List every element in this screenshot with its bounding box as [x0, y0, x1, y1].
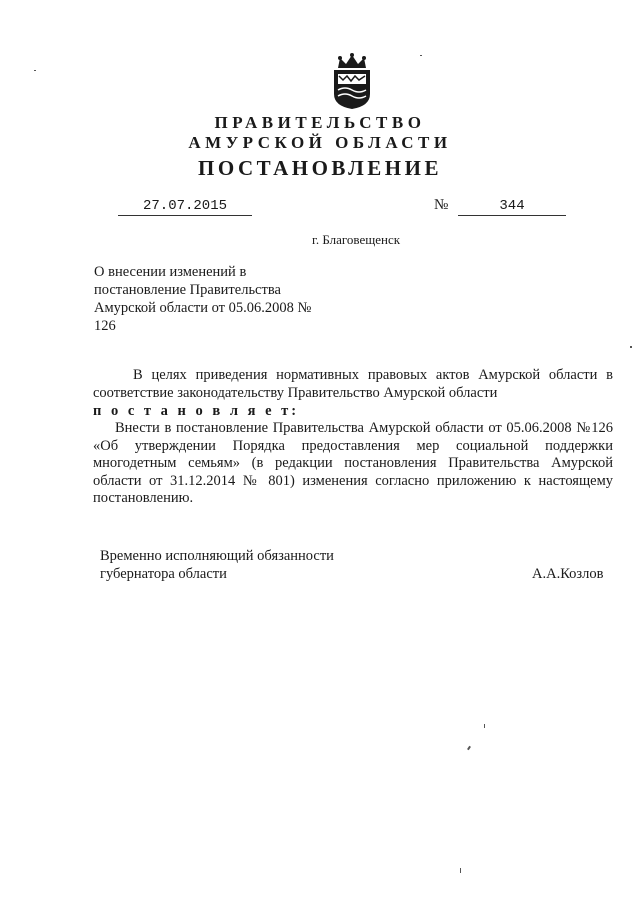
number-sign: № [434, 197, 449, 213]
resolves-word: п о с т а н о в л я е т: [93, 403, 300, 419]
body-paragraph-1: В целях приведения нормативных правовых актов Амурской области в соответствие законодательству Правительство Амурской области [93, 367, 613, 401]
scan-speck [484, 724, 485, 728]
coat-of-arms-icon [330, 52, 374, 110]
signatory-title: Временно исполняющий обязанности губернатора области [100, 548, 334, 582]
scan-speck [460, 868, 461, 873]
government-name-line1: ПРАВИТЕЛЬСТВО [214, 113, 426, 132]
scan-speck [630, 346, 632, 348]
body-paragraph-2: Внести в постановление Правительства Амурской области от 05.06.2008 №126 «Об утверждении Порядка предоставления мер социальной поддержки многодетным семьям» (в редакции постановления Правительства Амурской области от 31.12.2014 № 801) изменения согласно приложению к настоящему постановлению. [93, 420, 613, 506]
document-subject: О внесении изменений в постановление Правительства Амурской области от 05.06.2008 № 126 [94, 264, 312, 334]
scan-speck [34, 70, 36, 71]
signatory-name: А.А.Козлов [532, 566, 604, 582]
scan-speck [467, 746, 471, 750]
government-name-line2: АМУРСКОЙ ОБЛАСТИ [188, 133, 452, 152]
document-type: ПОСТАНОВЛЕНИЕ [198, 156, 442, 180]
scan-speck [420, 55, 422, 56]
document-number: 344 [458, 198, 566, 216]
city: г. Благовещенск [311, 232, 401, 247]
document-date: 27.07.2015 [118, 198, 252, 216]
